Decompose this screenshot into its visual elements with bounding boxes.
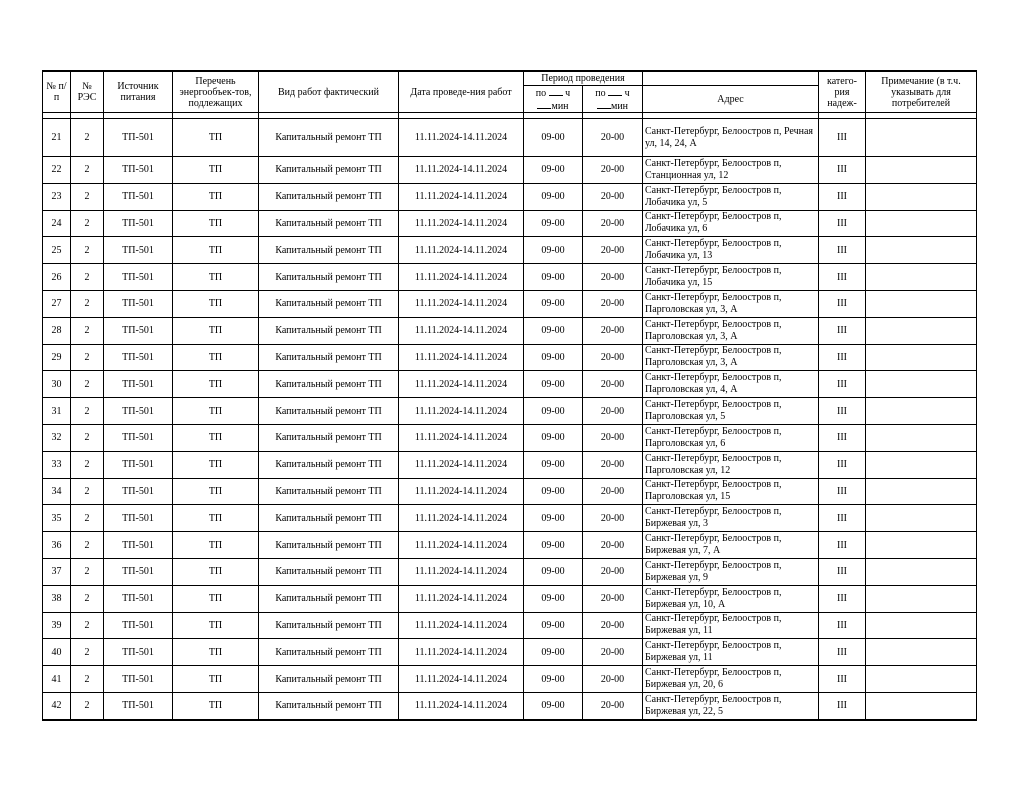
cell-num: 37	[43, 558, 71, 585]
cell-num: 40	[43, 639, 71, 666]
table-row	[43, 344, 977, 371]
cell-date: 11.11.2024-14.11.2024	[399, 317, 524, 344]
cell-address: Санкт-Петербург, Белоостров п, Лобачика ул, 5	[643, 183, 819, 210]
cell-to-time: 20-00	[583, 558, 643, 585]
cell-date: 11.11.2024-14.11.2024	[399, 505, 524, 532]
cell-work: Капитальный ремонт ТП	[259, 666, 399, 693]
cell-note	[866, 157, 977, 184]
cell-num: 30	[43, 371, 71, 398]
cell-work: Капитальный ремонт ТП	[259, 237, 399, 264]
cell-res: 2	[71, 344, 104, 371]
cell-category: III	[819, 210, 866, 237]
cell-num: 26	[43, 264, 71, 291]
table-row	[43, 157, 977, 184]
cell-num: 35	[43, 505, 71, 532]
cell-to-time: 20-00	[583, 210, 643, 237]
table-row	[43, 183, 977, 210]
cell-source: ТП-501	[104, 666, 173, 693]
cell-date: 11.11.2024-14.11.2024	[399, 585, 524, 612]
cell-source: ТП-501	[104, 264, 173, 291]
cell-res: 2	[71, 398, 104, 425]
table-row	[43, 424, 977, 451]
cell-category: III	[819, 119, 866, 157]
cell-date: 11.11.2024-14.11.2024	[399, 532, 524, 559]
table-row	[43, 666, 977, 693]
cell-objects: ТП	[173, 317, 259, 344]
cell-date: 11.11.2024-14.11.2024	[399, 119, 524, 157]
cell-category: III	[819, 344, 866, 371]
cell-date: 11.11.2024-14.11.2024	[399, 264, 524, 291]
header-category: катего-рия надеж-	[819, 71, 866, 113]
table-row	[43, 532, 977, 559]
cell-res: 2	[71, 612, 104, 639]
cell-from-time: 09-00	[524, 183, 583, 210]
cell-note	[866, 183, 977, 210]
cell-address: Санкт-Петербург, Белоостров п, Парголовская ул, 3, А	[643, 290, 819, 317]
cell-num: 33	[43, 451, 71, 478]
cell-work: Капитальный ремонт ТП	[259, 371, 399, 398]
cell-note	[866, 264, 977, 291]
cell-to-time: 20-00	[583, 157, 643, 184]
cell-from-time: 09-00	[524, 505, 583, 532]
cell-date: 11.11.2024-14.11.2024	[399, 424, 524, 451]
cell-category: III	[819, 451, 866, 478]
cell-res: 2	[71, 157, 104, 184]
cell-from-time: 09-00	[524, 290, 583, 317]
cell-res: 2	[71, 371, 104, 398]
table-row	[43, 612, 977, 639]
cell-num: 31	[43, 398, 71, 425]
header-objects: Перечень энергообъек-тов, подлежащих	[173, 71, 259, 113]
cell-num: 25	[43, 237, 71, 264]
cell-address: Санкт-Петербург, Белоостров п, Парголовская ул, 12	[643, 451, 819, 478]
cell-address: Санкт-Петербург, Белоостров п, Биржевая ул, 9	[643, 558, 819, 585]
cell-date: 11.11.2024-14.11.2024	[399, 210, 524, 237]
cell-note	[866, 290, 977, 317]
cell-date: 11.11.2024-14.11.2024	[399, 639, 524, 666]
cell-note	[866, 692, 977, 719]
cell-res: 2	[71, 119, 104, 157]
header-from-prefix: по	[535, 88, 547, 99]
cell-address: Санкт-Петербург, Белоостров п, Лобачика ул, 15	[643, 264, 819, 291]
header-source: Источник питания	[104, 71, 173, 113]
cell-address: Санкт-Петербург, Белоостров п, Парголовская ул, 6	[643, 424, 819, 451]
cell-objects: ТП	[173, 612, 259, 639]
cell-date: 11.11.2024-14.11.2024	[399, 451, 524, 478]
cell-objects: ТП	[173, 344, 259, 371]
cell-category: III	[819, 183, 866, 210]
cell-category: III	[819, 639, 866, 666]
cell-objects: ТП	[173, 264, 259, 291]
header-res: № РЭС	[71, 71, 104, 113]
cell-objects: ТП	[173, 237, 259, 264]
cell-num: 22	[43, 157, 71, 184]
cell-to-time: 20-00	[583, 237, 643, 264]
cell-from-time: 09-00	[524, 424, 583, 451]
cell-to-time: 20-00	[583, 317, 643, 344]
cell-to-time: 20-00	[583, 119, 643, 157]
cell-from-time: 09-00	[524, 612, 583, 639]
cell-source: ТП-501	[104, 612, 173, 639]
cell-work: Капитальный ремонт ТП	[259, 478, 399, 505]
cell-address: Санкт-Петербург, Белоостров п, Биржевая ул, 11	[643, 639, 819, 666]
cell-from-time: 09-00	[524, 119, 583, 157]
table-row	[43, 264, 977, 291]
cell-date: 11.11.2024-14.11.2024	[399, 398, 524, 425]
cell-objects: ТП	[173, 478, 259, 505]
cell-source: ТП-501	[104, 290, 173, 317]
header-work-type: Вид работ фактический	[259, 71, 399, 113]
cell-from-time: 09-00	[524, 264, 583, 291]
header-from-hours: ч	[565, 88, 571, 99]
cell-category: III	[819, 317, 866, 344]
cell-note	[866, 210, 977, 237]
cell-date: 11.11.2024-14.11.2024	[399, 344, 524, 371]
cell-address: Санкт-Петербург, Белоостров п, Биржевая ул, 3	[643, 505, 819, 532]
cell-from-time: 09-00	[524, 210, 583, 237]
cell-source: ТП-501	[104, 424, 173, 451]
cell-objects: ТП	[173, 119, 259, 157]
cell-address: Санкт-Петербург, Белоостров п, Биржевая ул, 11	[643, 612, 819, 639]
cell-date: 11.11.2024-14.11.2024	[399, 183, 524, 210]
cell-objects: ТП	[173, 666, 259, 693]
cell-work: Капитальный ремонт ТП	[259, 424, 399, 451]
cell-to-time: 20-00	[583, 290, 643, 317]
cell-res: 2	[71, 237, 104, 264]
cell-date: 11.11.2024-14.11.2024	[399, 157, 524, 184]
cell-res: 2	[71, 451, 104, 478]
cell-note	[866, 532, 977, 559]
cell-work: Капитальный ремонт ТП	[259, 264, 399, 291]
cell-source: ТП-501	[104, 505, 173, 532]
cell-date: 11.11.2024-14.11.2024	[399, 692, 524, 719]
cell-objects: ТП	[173, 371, 259, 398]
cell-category: III	[819, 398, 866, 425]
cell-source: ТП-501	[104, 317, 173, 344]
cell-category: III	[819, 157, 866, 184]
cell-from-time: 09-00	[524, 451, 583, 478]
cell-source: ТП-501	[104, 183, 173, 210]
header-period-to	[583, 86, 643, 113]
cell-source: ТП-501	[104, 371, 173, 398]
cell-work: Капитальный ремонт ТП	[259, 157, 399, 184]
cell-address: Санкт-Петербург, Белоостров п, Лобачика ул, 6	[643, 210, 819, 237]
cell-work: Капитальный ремонт ТП	[259, 612, 399, 639]
cell-source: ТП-501	[104, 532, 173, 559]
header-to-hours: ч	[624, 88, 630, 99]
cell-source: ТП-501	[104, 478, 173, 505]
header-period-from	[524, 86, 583, 113]
cell-num: 41	[43, 666, 71, 693]
cell-res: 2	[71, 210, 104, 237]
table-row	[43, 398, 977, 425]
cell-from-time: 09-00	[524, 317, 583, 344]
header-to-minutes: мин	[610, 101, 629, 112]
table-row	[43, 210, 977, 237]
cell-work: Капитальный ремонт ТП	[259, 119, 399, 157]
cell-res: 2	[71, 532, 104, 559]
cell-date: 11.11.2024-14.11.2024	[399, 666, 524, 693]
table-row	[43, 692, 977, 719]
cell-category: III	[819, 478, 866, 505]
cell-note	[866, 317, 977, 344]
cell-from-time: 09-00	[524, 398, 583, 425]
cell-res: 2	[71, 264, 104, 291]
cell-address: Санкт-Петербург, Белоостров п, Парголовская ул, 15	[643, 478, 819, 505]
cell-objects: ТП	[173, 558, 259, 585]
header-period: Период проведения	[524, 71, 643, 86]
cell-work: Капитальный ремонт ТП	[259, 692, 399, 719]
cell-category: III	[819, 692, 866, 719]
cell-address: Санкт-Петербург, Белоостров п, Парголовская ул, 4, А	[643, 371, 819, 398]
cell-to-time: 20-00	[583, 398, 643, 425]
cell-date: 11.11.2024-14.11.2024	[399, 371, 524, 398]
cell-num: 27	[43, 290, 71, 317]
header-address: Адрес	[643, 86, 819, 113]
cell-category: III	[819, 424, 866, 451]
cell-from-time: 09-00	[524, 585, 583, 612]
cell-num: 21	[43, 119, 71, 157]
cell-category: III	[819, 612, 866, 639]
cell-res: 2	[71, 666, 104, 693]
header-address-top	[643, 71, 819, 86]
cell-date: 11.11.2024-14.11.2024	[399, 612, 524, 639]
cell-note	[866, 666, 977, 693]
cell-objects: ТП	[173, 639, 259, 666]
cell-res: 2	[71, 478, 104, 505]
cell-category: III	[819, 264, 866, 291]
cell-to-time: 20-00	[583, 666, 643, 693]
header-num: № п/п	[43, 71, 71, 113]
cell-note	[866, 398, 977, 425]
cell-from-time: 09-00	[524, 237, 583, 264]
cell-from-time: 09-00	[524, 639, 583, 666]
cell-num: 24	[43, 210, 71, 237]
cell-address: Санкт-Петербург, Белоостров п, Парголовская ул, 3, А	[643, 344, 819, 371]
cell-work: Капитальный ремонт ТП	[259, 344, 399, 371]
cell-category: III	[819, 666, 866, 693]
cell-to-time: 20-00	[583, 264, 643, 291]
cell-to-time: 20-00	[583, 478, 643, 505]
cell-work: Капитальный ремонт ТП	[259, 639, 399, 666]
table-row	[43, 119, 977, 157]
table-row	[43, 558, 977, 585]
cell-source: ТП-501	[104, 451, 173, 478]
cell-objects: ТП	[173, 183, 259, 210]
cell-work: Капитальный ремонт ТП	[259, 317, 399, 344]
cell-to-time: 20-00	[583, 505, 643, 532]
cell-to-time: 20-00	[583, 424, 643, 451]
cell-source: ТП-501	[104, 237, 173, 264]
cell-objects: ТП	[173, 585, 259, 612]
cell-from-time: 09-00	[524, 478, 583, 505]
cell-category: III	[819, 505, 866, 532]
cell-address: Санкт-Петербург, Белоостров п, Парголовская ул, 3, А	[643, 317, 819, 344]
table-row	[43, 478, 977, 505]
cell-from-time: 09-00	[524, 532, 583, 559]
cell-work: Капитальный ремонт ТП	[259, 532, 399, 559]
cell-source: ТП-501	[104, 119, 173, 157]
cell-res: 2	[71, 290, 104, 317]
cell-objects: ТП	[173, 532, 259, 559]
cell-num: 23	[43, 183, 71, 210]
header-from-minutes: мин	[551, 101, 569, 112]
cell-source: ТП-501	[104, 692, 173, 719]
cell-note	[866, 612, 977, 639]
cell-num: 39	[43, 612, 71, 639]
cell-to-time: 20-00	[583, 183, 643, 210]
cell-to-time: 20-00	[583, 612, 643, 639]
table-row	[43, 237, 977, 264]
cell-address: Санкт-Петербург, Белоостров п, Биржевая ул, 7, А	[643, 532, 819, 559]
cell-note	[866, 639, 977, 666]
cell-from-time: 09-00	[524, 157, 583, 184]
cell-to-time: 20-00	[583, 451, 643, 478]
cell-source: ТП-501	[104, 585, 173, 612]
cell-work: Капитальный ремонт ТП	[259, 585, 399, 612]
cell-to-time: 20-00	[583, 639, 643, 666]
cell-res: 2	[71, 317, 104, 344]
cell-category: III	[819, 371, 866, 398]
cell-from-time: 09-00	[524, 371, 583, 398]
cell-num: 34	[43, 478, 71, 505]
cell-objects: ТП	[173, 424, 259, 451]
cell-note	[866, 344, 977, 371]
table-body	[43, 113, 977, 720]
cell-category: III	[819, 237, 866, 264]
cell-res: 2	[71, 424, 104, 451]
cell-to-time: 20-00	[583, 585, 643, 612]
cell-work: Капитальный ремонт ТП	[259, 183, 399, 210]
cell-num: 36	[43, 532, 71, 559]
cell-work: Капитальный ремонт ТП	[259, 210, 399, 237]
cell-note	[866, 585, 977, 612]
table-row	[43, 451, 977, 478]
cell-work: Капитальный ремонт ТП	[259, 451, 399, 478]
cell-note	[866, 237, 977, 264]
cell-note	[866, 371, 977, 398]
cell-note	[866, 478, 977, 505]
cell-res: 2	[71, 585, 104, 612]
cell-num: 38	[43, 585, 71, 612]
cell-address: Санкт-Петербург, Белоостров п, Парголовская ул, 5	[643, 398, 819, 425]
cell-source: ТП-501	[104, 157, 173, 184]
cell-category: III	[819, 585, 866, 612]
cell-date: 11.11.2024-14.11.2024	[399, 558, 524, 585]
cell-objects: ТП	[173, 290, 259, 317]
cell-num: 32	[43, 424, 71, 451]
cell-note	[866, 424, 977, 451]
table-row	[43, 290, 977, 317]
cell-address: Санкт-Петербург, Белоостров п, Лобачика ул, 13	[643, 237, 819, 264]
cell-work: Капитальный ремонт ТП	[259, 290, 399, 317]
table-header	[43, 71, 977, 113]
cell-source: ТП-501	[104, 344, 173, 371]
outage-schedule-table	[42, 70, 977, 721]
cell-objects: ТП	[173, 451, 259, 478]
cell-category: III	[819, 558, 866, 585]
cell-date: 11.11.2024-14.11.2024	[399, 237, 524, 264]
cell-objects: ТП	[173, 505, 259, 532]
table-row	[43, 585, 977, 612]
cell-date: 11.11.2024-14.11.2024	[399, 478, 524, 505]
cell-address: Санкт-Петербург, Белоостров п, Биржевая ул, 10, А	[643, 585, 819, 612]
table-row	[43, 371, 977, 398]
cell-work: Капитальный ремонт ТП	[259, 398, 399, 425]
cell-from-time: 09-00	[524, 344, 583, 371]
table-row	[43, 317, 977, 344]
cell-date: 11.11.2024-14.11.2024	[399, 290, 524, 317]
cell-work: Капитальный ремонт ТП	[259, 505, 399, 532]
table-row	[43, 639, 977, 666]
cell-res: 2	[71, 639, 104, 666]
cell-address: Санкт-Петербург, Белоостров п, Биржевая ул, 20, 6	[643, 666, 819, 693]
cell-category: III	[819, 532, 866, 559]
cell-from-time: 09-00	[524, 666, 583, 693]
cell-note	[866, 505, 977, 532]
cell-category: III	[819, 290, 866, 317]
cell-note	[866, 558, 977, 585]
header-note: Примечание (в т.ч. указывать для потребителей	[866, 71, 977, 113]
cell-source: ТП-501	[104, 639, 173, 666]
cell-res: 2	[71, 183, 104, 210]
table-row	[43, 505, 977, 532]
cell-note	[866, 451, 977, 478]
cell-address: Санкт-Петербург, Белоостров п, Речная ул, 14, 24, А	[643, 119, 819, 157]
cell-objects: ТП	[173, 692, 259, 719]
cell-num: 29	[43, 344, 71, 371]
cell-source: ТП-501	[104, 558, 173, 585]
cell-to-time: 20-00	[583, 344, 643, 371]
cell-from-time: 09-00	[524, 558, 583, 585]
cell-source: ТП-501	[104, 398, 173, 425]
cell-res: 2	[71, 558, 104, 585]
cell-objects: ТП	[173, 210, 259, 237]
cell-to-time: 20-00	[583, 692, 643, 719]
header-to-prefix: по	[595, 88, 606, 99]
cell-note	[866, 119, 977, 157]
cell-to-time: 20-00	[583, 371, 643, 398]
cell-res: 2	[71, 505, 104, 532]
cell-source: ТП-501	[104, 210, 173, 237]
cell-to-time: 20-00	[583, 532, 643, 559]
cell-work: Капитальный ремонт ТП	[259, 558, 399, 585]
cell-from-time: 09-00	[524, 692, 583, 719]
cell-objects: ТП	[173, 398, 259, 425]
cell-objects: ТП	[173, 157, 259, 184]
cell-num: 42	[43, 692, 71, 719]
cell-address: Санкт-Петербург, Белоостров п, Биржевая ул, 22, 5	[643, 692, 819, 719]
header-date: Дата проведе-ния работ	[399, 71, 524, 113]
cell-res: 2	[71, 692, 104, 719]
cell-num: 28	[43, 317, 71, 344]
cell-address: Санкт-Петербург, Белоостров п, Станционная ул, 12	[643, 157, 819, 184]
